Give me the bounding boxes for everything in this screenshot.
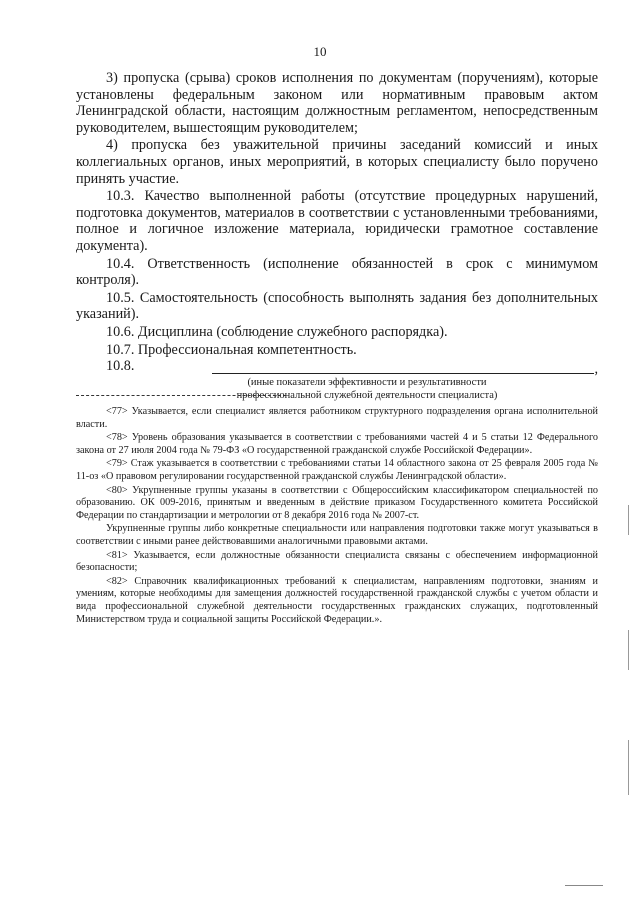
paragraph-10-3: 10.3. Качество выполненной работы (отсутствие процедурных нарушений, подготовка документов, материалов в соответствии с установленными требованиями, полное и логичное изложение материала, юридически грамотное составление документа). — [76, 188, 598, 254]
footnote-separator — [76, 395, 286, 396]
footer-line — [565, 885, 603, 886]
scan-margin-mark — [628, 630, 629, 670]
item-number-10-8: 10.8. — [106, 358, 135, 375]
main-text — [76, 70, 598, 402]
footnote-80-continued: Укрупненные группы либо конкретные специальности или направления подготовки также могут указываться в соответствии с иными ранее действовавшими аналогичными правовыми актами. — [76, 523, 598, 547]
footnote-81: <81> Указывается, если должностные обязанности специалиста связаны с обеспечением информационной безопасности; — [76, 549, 598, 574]
paragraph-10-6: 10.6. Дисциплина (соблюдение служебного распорядка). — [106, 323, 448, 340]
caption-line-1: (иные показатели эффективности и результативности — [247, 377, 487, 389]
footnote-78: <78> Уровень образования указывается в соответствии с требованиями частей 4 и 5 статьи 12 Федерального закона от 27 июля 2004 года № 79-ФЗ «О государственной гражданской службе Российской Федерации». — [76, 432, 598, 456]
footnote-79: <79> Стаж указывается в соответствии с требованиями статьи 14 областного закона от 25 февраля 2005 года № 11-оз «О правовом регулировании государственной гражданской службы Ленинградской области». — [76, 458, 598, 482]
scan-margin-mark — [628, 505, 629, 535]
paragraph-item-4: 4) пропуска без уважительной причины заседаний комиссий и иных коллегиальных органов, иных мероприятий, в которых специалисту было поручено принять участие. — [76, 137, 598, 187]
footnote-80: <80> Укрупненные группы указаны в соответствии с Общероссийским классификатором специальностей по образованию. ОК 009-2016, принятым и введенным в действие приказом Государственного комитета Российской Федерации по стандартизации и метрологии от 8 декабря 2016 года № 2007-ст. — [76, 484, 598, 521]
caption-line-2: профессиональной служебной деятельности специалиста) — [236, 389, 498, 401]
footnote-77: <77> Указывается, если специалист является работником структурного подразделения органа исполнительной власти. — [76, 406, 598, 430]
paragraph-10-4: 10.4. Ответственность (исполнение обязанностей в срок с минимумом контроля). — [76, 255, 598, 289]
trailing-comma: , — [594, 361, 598, 378]
footnotes — [76, 406, 598, 627]
paragraph-item-3: 3) пропуска (срыва) сроков исполнения по документам (поручениям), которые установлены федеральным законом или нормативным правовым актом Ленинградской области, настоящим должностным регламентом, непосредственным руководителем, вышестоящим руководителем; — [76, 70, 598, 136]
blank-caption — [76, 377, 598, 402]
page-number: 10 — [313, 44, 327, 59]
scan-margin-mark — [628, 740, 629, 795]
footnote-82: <82> Справочник квалификационных требований к специалистам, направлениям подготовки, знаниям и умениям, которые необходимы для замещения должностей государственной гражданской службы с учетом области и вида профессиональной служебной деятельности государственных гражданских служащих, подготовленный Министерством труда и социальной защиты Российской Федерации.». — [76, 575, 598, 625]
fill-in-line-10-8 — [76, 358, 598, 378]
paragraph-10-7: 10.7. Профессиональная компетентность. — [106, 341, 357, 358]
paragraph-10-5: 10.5. Самостоятельность (способность выполнять задания без дополнительных указаний). — [76, 289, 598, 323]
